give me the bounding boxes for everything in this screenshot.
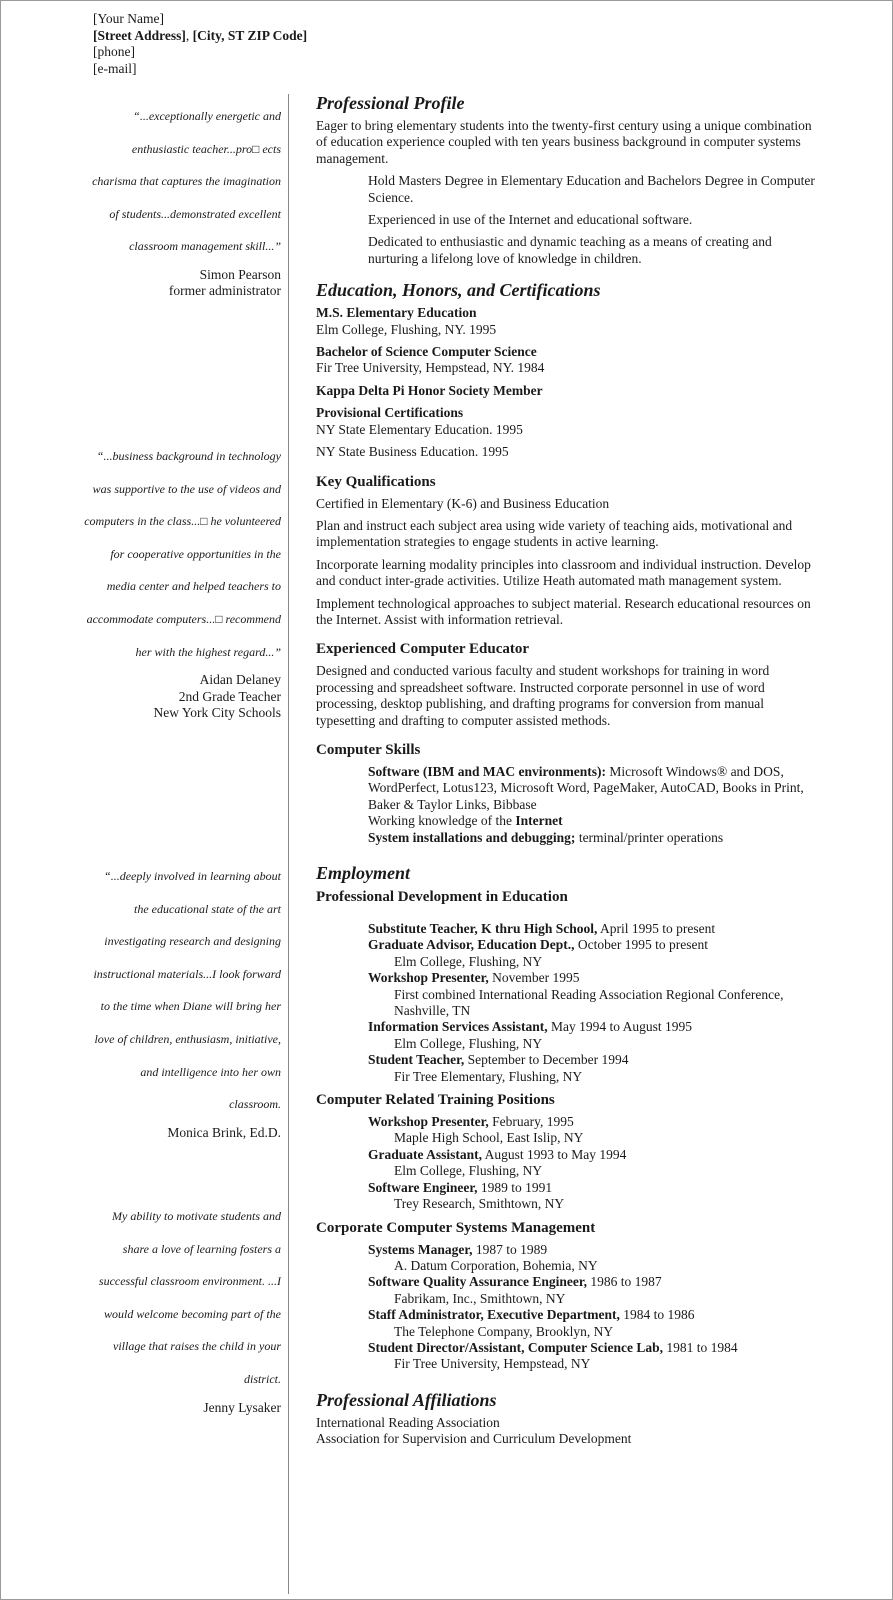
job-place: Fabrikam, Inc., Smithtown, NY xyxy=(394,1290,566,1306)
quote-line: classroom. xyxy=(229,1097,281,1112)
qualification-item[interactable]: Certified in Elementary (K-6) and Business Education xyxy=(316,495,610,511)
quote-line: the educational state of the art xyxy=(134,901,281,916)
job-dates: August 1993 to May 1994 xyxy=(482,1146,627,1162)
affiliation-item[interactable]: Association for Supervision and Curriculum Development xyxy=(316,1431,632,1447)
skill-systems[interactable] xyxy=(368,830,816,846)
quote-line: instructional materials...I look forward xyxy=(93,966,281,981)
job-dates: February, 1995 xyxy=(488,1114,574,1130)
skill-label: Software (IBM and MAC environments): xyxy=(368,763,606,779)
cert-item[interactable]: NY State Elementary Education. 1995 xyxy=(316,421,523,437)
job-title: Software Quality Assurance Engineer, xyxy=(368,1274,588,1290)
quote-line: classroom management skill...” xyxy=(129,239,281,254)
degree-title[interactable]: Bachelor of Science Computer Science xyxy=(316,344,537,360)
job-dates: 1987 to 1989 xyxy=(472,1241,548,1257)
testimonial-1 xyxy=(92,100,281,300)
section-heading: Professional Affiliations xyxy=(316,1389,497,1410)
quote-line: “...business background in technology xyxy=(96,449,281,463)
degree-detail[interactable]: Fir Tree University, Hempstead, NY. 1984 xyxy=(316,360,545,376)
subsection-heading: Computer Skills xyxy=(316,741,421,758)
job-entry[interactable] xyxy=(368,937,816,953)
qualification-item[interactable]: Implement technological approaches to subject material. Research educational resources on the Internet. Assist with information retrieval. xyxy=(316,595,811,627)
job-place: Elm College, Flushing, NY xyxy=(394,1035,543,1051)
job-place: Elm College, Flushing, NY xyxy=(394,953,543,969)
name-field[interactable]: [Your Name] xyxy=(93,11,164,26)
quote-line: of students...demonstrated excellent xyxy=(109,206,281,221)
qualification-item[interactable]: Plan and instruct each subject area using wide variety of teaching aids, motivational and implementation strategies to engage students in active learning. xyxy=(316,517,793,550)
subsection-heading: Key Qualifications xyxy=(316,473,436,490)
quote-line: to the time when Diane will bring her xyxy=(100,999,281,1014)
job-dates: September to December 1994 xyxy=(464,1052,629,1068)
section-heading: Employment xyxy=(316,863,410,883)
job-dates: October 1995 to present xyxy=(574,937,708,953)
job-dates: November 1995 xyxy=(488,970,580,986)
job-dates: 1989 to 1991 xyxy=(477,1179,553,1195)
attribution xyxy=(84,672,281,722)
job-entry[interactable] xyxy=(368,921,816,937)
contact-header xyxy=(93,11,307,77)
job-entry[interactable] xyxy=(368,1052,816,1068)
job-entry[interactable] xyxy=(368,1019,816,1035)
job-place: Fir Tree Elementary, Flushing, NY xyxy=(394,1068,583,1084)
address-separator: , xyxy=(185,27,193,43)
job-place: Maple High School, East Islip, NY xyxy=(394,1130,584,1146)
job-place: First combined International Reading Association Regional Conference, Nashville, TN xyxy=(394,986,784,1019)
job-place: A. Datum Corporation, Bohemia, NY xyxy=(394,1257,598,1273)
job-title: Graduate Assistant, xyxy=(368,1146,483,1162)
job-list xyxy=(368,1242,816,1373)
job-entry[interactable] xyxy=(368,1274,816,1290)
job-title: Student Director/Assistant, Computer Science Lab, xyxy=(368,1339,663,1355)
quote-line: My ability to motivate students and xyxy=(112,1209,281,1223)
quote-line: was supportive to the use of videos and xyxy=(92,481,281,496)
quote-line: charisma that captures the imagination xyxy=(92,174,281,189)
skill-text: Microsoft Windows® and DOS, WordPerfect, Lotus123, Microsoft Word, PageMaker, AutoCAD, Books in Print, Baker & Taylor Links, Bibbase xyxy=(368,763,804,812)
testimonial-2 xyxy=(84,440,281,722)
job-place: Elm College, Flushing, NY xyxy=(394,1163,543,1179)
job-title: Substitute Teacher, K thru High School, xyxy=(368,921,598,936)
attribution xyxy=(92,267,281,300)
job-dates: 1986 to 1987 xyxy=(587,1274,662,1290)
quote-line: media center and helped teachers to xyxy=(106,579,281,594)
job-title: Information Services Assistant, xyxy=(368,1019,548,1035)
testimonial-3 xyxy=(93,860,281,1141)
quote-line: accommodate computers...□ recommend xyxy=(86,611,281,626)
quote-line: “...deeply involved in learning about xyxy=(104,869,281,883)
job-title: Systems Manager, xyxy=(368,1241,473,1257)
quote-line: village that raises the child in your xyxy=(113,1339,281,1354)
job-dates: May 1994 to August 1995 xyxy=(547,1019,693,1035)
skill-text: terminal/printer operations xyxy=(575,829,724,845)
cert-item[interactable]: NY State Business Education. 1995 xyxy=(316,444,509,460)
phone-field[interactable]: [phone] xyxy=(93,44,135,59)
skill-label: System installations and debugging; xyxy=(368,829,576,845)
job-dates: 1984 to 1986 xyxy=(619,1307,695,1323)
job-dates: April 1995 to present xyxy=(597,921,716,936)
section-heading: Education, Honors, and Certifications xyxy=(316,280,601,301)
column-divider xyxy=(288,94,289,1594)
job-entry[interactable] xyxy=(368,1307,816,1323)
job-title: Workshop Presenter, xyxy=(368,970,489,986)
quote-line: share a love of learning fosters a xyxy=(122,1241,281,1256)
job-entry[interactable] xyxy=(368,1147,816,1163)
quote-line: computers in the class...□ he volunteered xyxy=(84,514,281,529)
job-place: Trey Research, Smithtown, NY xyxy=(394,1196,565,1212)
quote-line: her with the highest regard...” xyxy=(135,644,281,659)
attribution-name: Monica Brink, Ed.D. xyxy=(167,1124,281,1140)
attribution-title: New York City Schools xyxy=(153,705,281,721)
quote-line: for cooperative opportunities in the xyxy=(110,546,281,561)
profile-intro[interactable]: Eager to bring elementary students into the twenty-first century using a unique combination of education experience coupled with ten years business background in computer systems management. xyxy=(316,118,812,166)
attribution-name: Jenny Lysaker xyxy=(203,1399,281,1415)
quote-line: love of children, enthusiasm, initiative, xyxy=(94,1031,281,1046)
email-field[interactable]: [e-mail] xyxy=(93,60,137,76)
skills-list xyxy=(368,764,816,846)
honor-title[interactable]: Kappa Delta Pi Honor Society Member xyxy=(316,382,543,398)
attribution xyxy=(99,1400,281,1417)
skill-internet[interactable] xyxy=(368,813,816,829)
attribution xyxy=(93,1125,281,1142)
subsection-heading: Computer Related Training Positions xyxy=(316,1092,555,1109)
job-place: The Telephone Company, Brooklyn, NY xyxy=(394,1323,614,1339)
subsection-heading: Experienced Computer Educator xyxy=(316,641,530,658)
job-entry[interactable] xyxy=(368,1340,816,1356)
quote-line: “...exceptionally energetic and xyxy=(133,109,281,123)
job-title: Graduate Advisor, Education Dept., xyxy=(368,937,575,953)
address-line xyxy=(93,28,307,45)
section-heading: Professional Profile xyxy=(316,93,465,113)
skill-label: Internet xyxy=(515,813,563,829)
job-title: Software Engineer, xyxy=(368,1179,478,1195)
qualification-item[interactable]: Incorporate learning modality principles into classroom and individual instruction. Develop and conduct inter-grade activities. Utilize Heath automated math management system. xyxy=(316,556,811,589)
job-list xyxy=(368,1114,816,1212)
quote-line: district. xyxy=(243,1371,281,1386)
skill-text: Working knowledge of the xyxy=(368,813,516,829)
quote-line: enthusiastic teacher...pro□ ects xyxy=(131,141,281,156)
attribution-title: former administrator xyxy=(168,283,281,299)
street-field[interactable]: [Street Address] xyxy=(93,27,186,43)
degree-title[interactable]: M.S. Elementary Education xyxy=(316,305,477,321)
job-place: Fir Tree University, Hempstead, NY xyxy=(394,1356,591,1372)
job-title: Staff Administrator, Executive Department, xyxy=(368,1307,620,1323)
subsection-heading: Professional Development in Education xyxy=(316,889,568,905)
attribution-title: 2nd Grade Teacher xyxy=(178,688,281,704)
job-entry[interactable] xyxy=(368,1242,816,1258)
job-entry[interactable] xyxy=(368,970,816,986)
quote-line: and intelligence into her own xyxy=(140,1064,281,1079)
testimonial-4 xyxy=(99,1200,281,1416)
degree-detail[interactable]: Elm College, Flushing, NY. 1995 xyxy=(316,321,497,337)
job-title: Student Teacher, xyxy=(368,1052,465,1068)
profile-point[interactable]: Hold Masters Degree in Elementary Education and Bachelors Degree in Computer Science. xyxy=(368,173,815,205)
job-entry[interactable] xyxy=(368,1114,816,1130)
job-entry[interactable] xyxy=(368,1180,816,1196)
job-title: Workshop Presenter, xyxy=(368,1114,489,1130)
attribution-name: Simon Pearson xyxy=(199,266,281,282)
educator-text[interactable]: Designed and conducted various faculty and student workshops for training in word processing and spreadsheet software. Instructed corporate personnel in use of word processing, desktop publishing, and drafting programs for conversion from manual typesetting and drafting to computer assisted methods. xyxy=(316,663,770,728)
skill-software[interactable] xyxy=(368,764,816,813)
city-field[interactable]: [City, ST ZIP Code] xyxy=(192,27,308,43)
cert-title[interactable]: Provisional Certifications xyxy=(316,405,464,421)
affiliation-item[interactable]: International Reading Association xyxy=(316,1414,500,1430)
attribution-name: Aidan Delaney xyxy=(199,672,281,688)
quote-line: investigating research and designing xyxy=(104,934,281,949)
job-dates: 1981 to 1984 xyxy=(663,1339,738,1355)
quote-line: successful classroom environment. ...I xyxy=(98,1274,281,1289)
profile-point[interactable]: Experienced in use of the Internet and educational software. xyxy=(368,212,693,228)
subsection-heading: Corporate Computer Systems Management xyxy=(316,1219,596,1236)
quote-line: would welcome becoming part of the xyxy=(104,1306,281,1321)
job-list xyxy=(368,921,816,1085)
profile-point[interactable]: Dedicated to enthusiastic and dynamic teaching as a means of creating and nurturing a lifelong love of knowledge in children. xyxy=(368,234,772,266)
resume-body xyxy=(316,92,816,1448)
